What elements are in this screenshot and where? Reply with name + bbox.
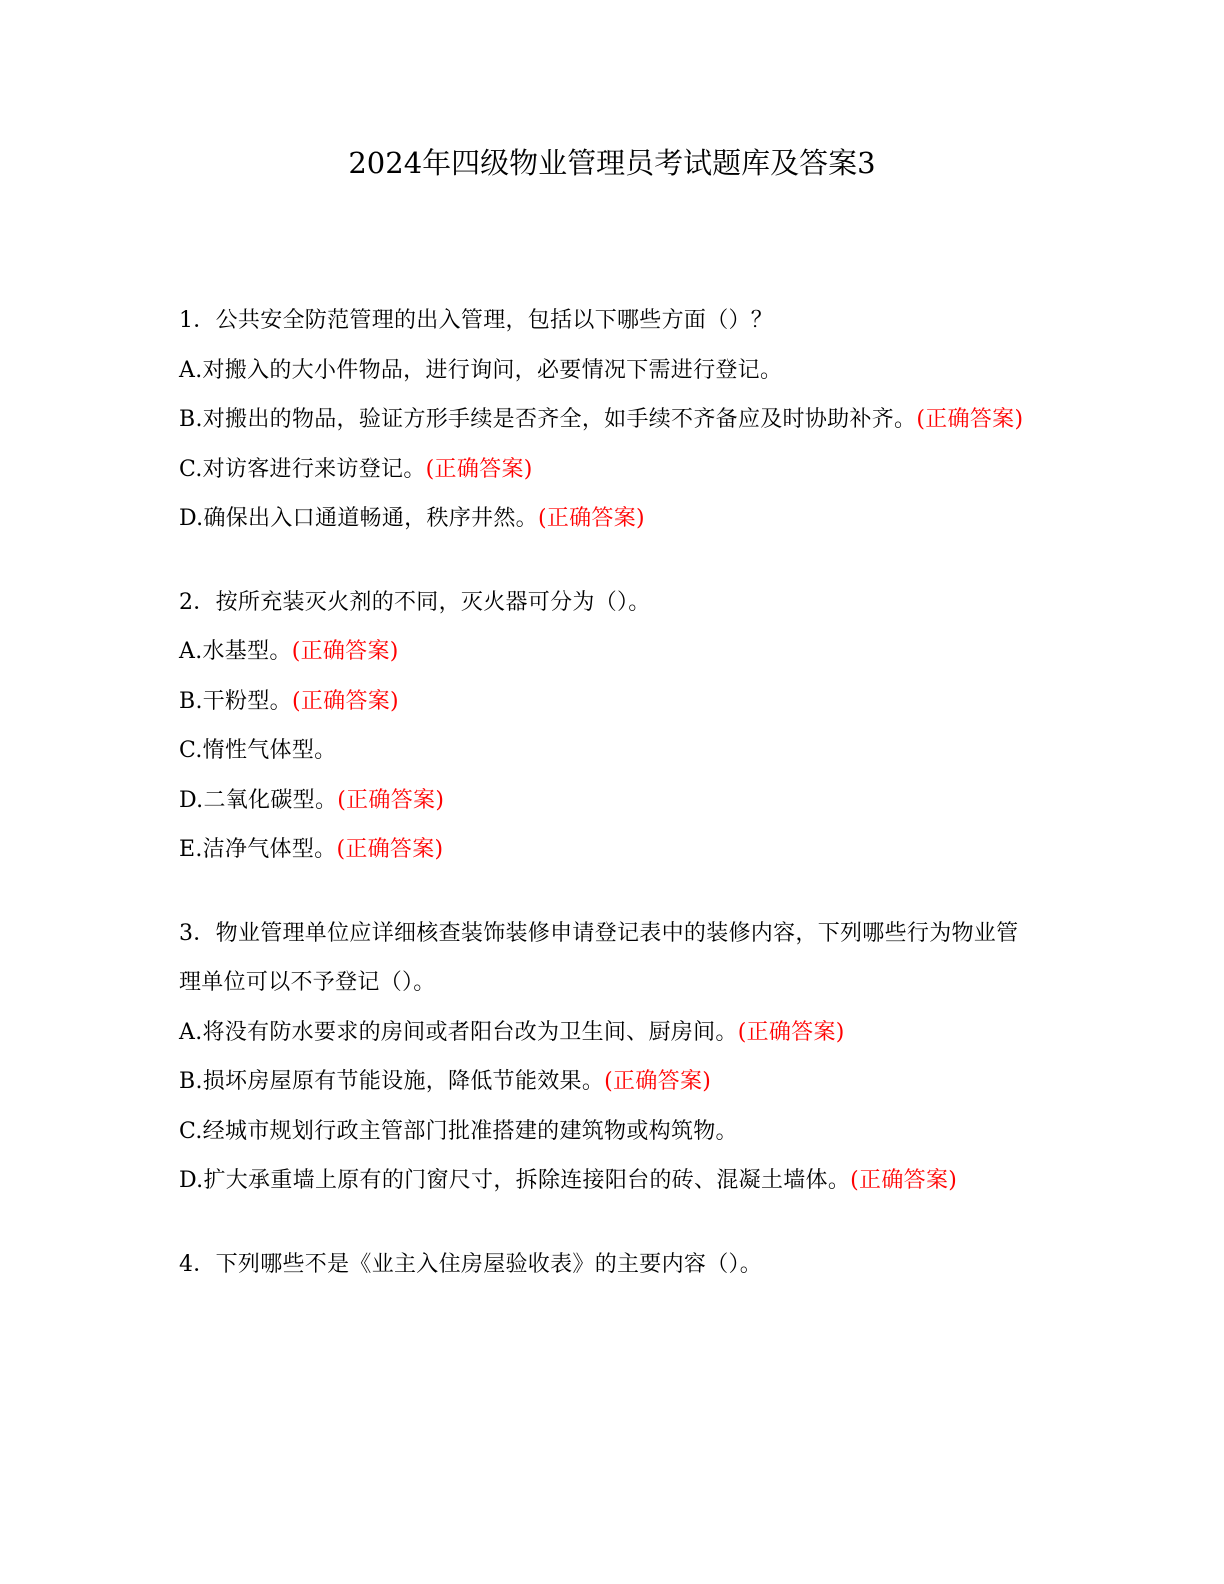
question-stem	[179, 296, 1039, 346]
option-c	[179, 1107, 1039, 1157]
option-text: B.损坏房屋原有节能设施，降低节能效果。	[179, 1069, 605, 1094]
option-text: D.扩大承重墙上原有的门窗尺寸，拆除连接阳台的砖、混凝土墙体。	[179, 1168, 851, 1193]
option-text: A.水基型。	[179, 639, 292, 664]
correct-answer-tag: (正确答案)	[337, 787, 445, 813]
question-3	[179, 909, 1039, 1206]
correct-answer-tag: (正确答案)	[737, 1019, 845, 1045]
question-stem	[179, 578, 1039, 628]
option-text: D.二氧化碳型。	[179, 787, 338, 813]
question-text: 物业管理单位应详细核查装饰装修申请登记表中的装修内容，下列哪些行为物业管理单位可以不予登记（）。	[179, 920, 1019, 995]
option-text: E.洁净气体型。	[179, 837, 337, 862]
question-text: 公共安全防范管理的出入管理，包括以下哪些方面（）？	[215, 308, 774, 333]
option-text: C.经城市规划行政主管部门批准搭建的建筑物或构筑物。	[179, 1118, 738, 1144]
option-b	[179, 677, 1039, 727]
question-number: 1．	[179, 308, 216, 333]
page-title: 2024年四级物业管理员考试题库及答案3	[348, 146, 876, 180]
option-text: C.惰性气体型。	[179, 738, 337, 763]
correct-answer-tag: (正确答案)	[291, 639, 399, 664]
option-c	[179, 726, 1039, 776]
option-b	[179, 1057, 1039, 1107]
correct-answer-tag: (正确答案)	[291, 688, 399, 714]
correct-answer-tag: (正确答案)	[425, 456, 533, 482]
question-text: 按所充装灭火剂的不同，灭火器可分为（）。	[215, 589, 651, 615]
option-b	[179, 395, 1039, 445]
question-1	[179, 296, 1039, 544]
question-4	[179, 1240, 1039, 1290]
option-a	[179, 1008, 1039, 1058]
correct-answer-tag: (正确答案)	[850, 1168, 958, 1193]
correct-answer-tag: (正确答案)	[537, 506, 645, 531]
question-list	[179, 296, 1039, 1323]
question-stem	[179, 1240, 1039, 1290]
correct-answer-tag: (正确答案)	[336, 837, 444, 862]
question-text: 下列哪些不是《业主入住房屋验收表》的主要内容（）。	[215, 1251, 763, 1277]
option-d	[179, 494, 1039, 544]
option-a	[179, 627, 1039, 677]
option-text: D.确保出入口通道畅通，秩序井然。	[179, 506, 538, 531]
option-d	[179, 776, 1039, 826]
option-text: A.将没有防水要求的房间或者阳台改为卫生间、厨房间。	[179, 1019, 738, 1045]
question-2	[179, 578, 1039, 875]
correct-answer-tag: (正确答案)	[604, 1069, 712, 1094]
question-number: 4．	[179, 1251, 216, 1277]
question-stem	[179, 909, 1039, 1008]
option-text: B.对搬出的物品，验证方形手续是否齐全，如手续不齐备应及时协助补齐。	[179, 407, 917, 432]
option-text: A.对搬入的大小件物品，进行询问，必要情况下需进行登记。	[179, 357, 783, 383]
option-e	[179, 825, 1039, 875]
option-d	[179, 1156, 1039, 1206]
option-text: B.干粉型。	[179, 688, 292, 714]
correct-answer-tag: (正确答案)	[916, 407, 1024, 432]
question-number: 3．	[179, 920, 216, 946]
option-c	[179, 445, 1039, 495]
question-number: 2．	[179, 589, 216, 615]
option-text: C.对访客进行来访登记。	[179, 456, 426, 482]
option-a	[179, 346, 1039, 396]
